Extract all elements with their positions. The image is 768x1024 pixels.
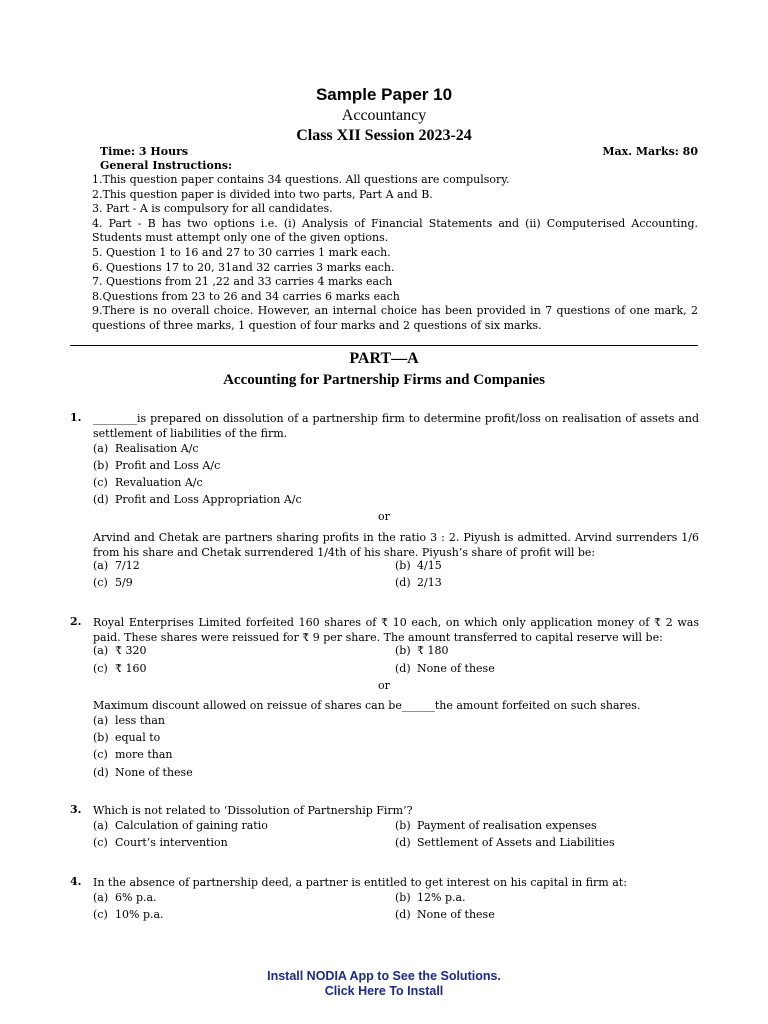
option-label: (b) [93,731,109,744]
option-text: Profit and Loss Appropriation A/c [115,493,302,506]
option-b [395,819,597,832]
general-instructions-heading: General Instructions: [100,159,233,172]
option-label: (d) [395,836,411,849]
question-number: 2. [70,615,82,628]
subject-title: Accountancy [341,107,427,124]
option-d [395,576,442,589]
part-title: PART—A [349,350,419,367]
option-label: (b) [395,559,411,572]
option-label: (a) [93,891,109,904]
option-label: (d) [93,493,109,506]
option-text: equal to [115,731,161,744]
option-text: Settlement of Assets and Liabilities [417,836,615,849]
option-label: (a) [93,819,109,832]
option-label: (c) [93,576,108,589]
option-text: 12% p.a. [417,891,466,904]
option-text: Realisation A/c [115,442,199,455]
question-number: 3. [70,803,82,816]
instructions-list [92,173,698,334]
option-text: 2/13 [417,576,442,589]
option-text: ₹ 180 [417,644,449,657]
option-label: (d) [395,662,411,675]
option-label: (d) [93,766,109,779]
option-text: 5/9 [115,576,133,589]
install-app-link[interactable]: Install NODIA App to See the Solutions. [267,969,501,983]
class-session: Class XII Session 2023-24 [296,127,472,144]
part-subtitle: Accounting for Partnership Firms and Companies [223,372,545,388]
time-allowed: Time: 3 Hours [100,145,189,158]
option-a [93,442,199,455]
option-a [93,559,140,572]
instruction-item: 2.This question paper is divided into two parts, Part A and B. [92,187,433,201]
alternate-question-text: Maximum discount allowed on reissue of shares can be______the amount forfeited on such shares. [93,699,641,712]
or-separator: or [378,679,390,692]
option-label: (a) [93,559,109,572]
option-c [93,662,147,675]
option-text: less than [115,714,165,727]
option-text: None of these [115,766,193,779]
option-c [93,748,172,761]
option-text: Payment of realisation expenses [417,819,597,832]
question-text: ________is prepared on dissolution of a partnership firm to determine profit/loss on realisation of assets and settlement of liabilities of the firm. [93,412,699,440]
option-label: (b) [395,891,411,904]
option-b [93,731,160,744]
option-label: (b) [395,644,411,657]
option-a [93,714,165,727]
question-number: 4. [70,875,82,888]
option-text: 7/12 [115,559,140,572]
option-b [395,644,449,657]
option-label: (a) [93,442,109,455]
section-divider [70,345,698,346]
question-number: 1. [70,411,82,424]
option-c [93,576,133,589]
option-text: Court’s intervention [115,836,228,849]
option-text: more than [115,748,173,761]
option-d [93,766,193,779]
max-marks: Max. Marks: 80 [602,145,698,158]
click-here-install-link[interactable]: Click Here To Install [324,984,444,998]
option-b [93,459,220,472]
instruction-item: 7. Questions from 21 ,22 and 33 carries 4 marks each [92,275,393,289]
option-d [395,908,495,921]
option-label: (a) [93,714,109,727]
option-label: (a) [93,644,109,657]
option-label: (c) [93,908,108,921]
option-label: (b) [395,819,411,832]
option-text: 6% p.a. [115,891,157,904]
option-text: Calculation of gaining ratio [115,819,268,832]
option-text: 4/15 [417,559,442,572]
option-label: (d) [395,908,411,921]
option-a [93,891,157,904]
instruction-item: 4. Part - B has two options i.e. (i) Analysis of Financial Statements and (ii) Computerised Accounting. Students must attempt only one of the given options. [92,216,698,245]
instruction-item: 5. Question 1 to 16 and 27 to 30 carries 1 mark each. [92,245,391,259]
paper-title: Sample Paper 10 [315,85,453,104]
option-text: Revaluation A/c [115,476,203,489]
instruction-item: 8.Questions from 23 to 26 and 34 carries 6 marks each [92,289,400,303]
option-label: (d) [395,576,411,589]
option-label: (c) [93,836,108,849]
option-text: ₹ 160 [115,662,147,675]
option-text: Profit and Loss A/c [115,459,221,472]
question-text: In the absence of partnership deed, a partner is entitled to get interest on his capital in firm at: [93,876,627,889]
option-label: (b) [93,459,109,472]
option-a [93,644,147,657]
instruction-item: 3. Part - A is compulsory for all candidates. [92,202,333,216]
option-c [93,836,228,849]
option-d [395,662,495,675]
option-label: (c) [93,748,108,761]
alternate-question-text: Arvind and Chetak are partners sharing profits in the ratio 3 : 2. Piyush is admitted. Arvind surrenders 1/6 from his share and Chetak surrendered 1/4th of his share. Piyush’s share of profit will be: [93,531,699,559]
option-a [93,819,268,832]
option-text: None of these [417,908,495,921]
instruction-item: 1.This question paper contains 34 questions. All questions are compulsory. [92,173,510,186]
question-text: Which is not related to ‘Dissolution of Partnership Firm’? [93,804,413,817]
question-text: Royal Enterprises Limited forfeited 160 shares of ₹ 10 each, on which only application money of ₹ 2 was paid. These shares were reissued for ₹ 9 per share. The amount transferred to capital reserve will be: [93,616,699,644]
option-text: None of these [417,662,495,675]
option-d [395,836,615,849]
option-text: ₹ 320 [115,644,147,657]
instruction-item: 6. Questions 17 to 20, 31and 32 carries 3 marks each. [92,260,395,274]
or-separator: or [378,510,390,523]
option-c [93,476,203,489]
option-d [93,493,302,506]
option-label: (c) [93,476,108,489]
instruction-item: 9.There is no overall choice. However, an internal choice has been provided in 7 questions of one mark, 2 questions of three marks, 1 question of four marks and 2 questions of six marks. [92,304,698,332]
option-label: (c) [93,662,108,675]
option-b [395,891,466,904]
option-b [395,559,442,572]
option-text: 10% p.a. [115,908,164,921]
option-c [93,908,164,921]
